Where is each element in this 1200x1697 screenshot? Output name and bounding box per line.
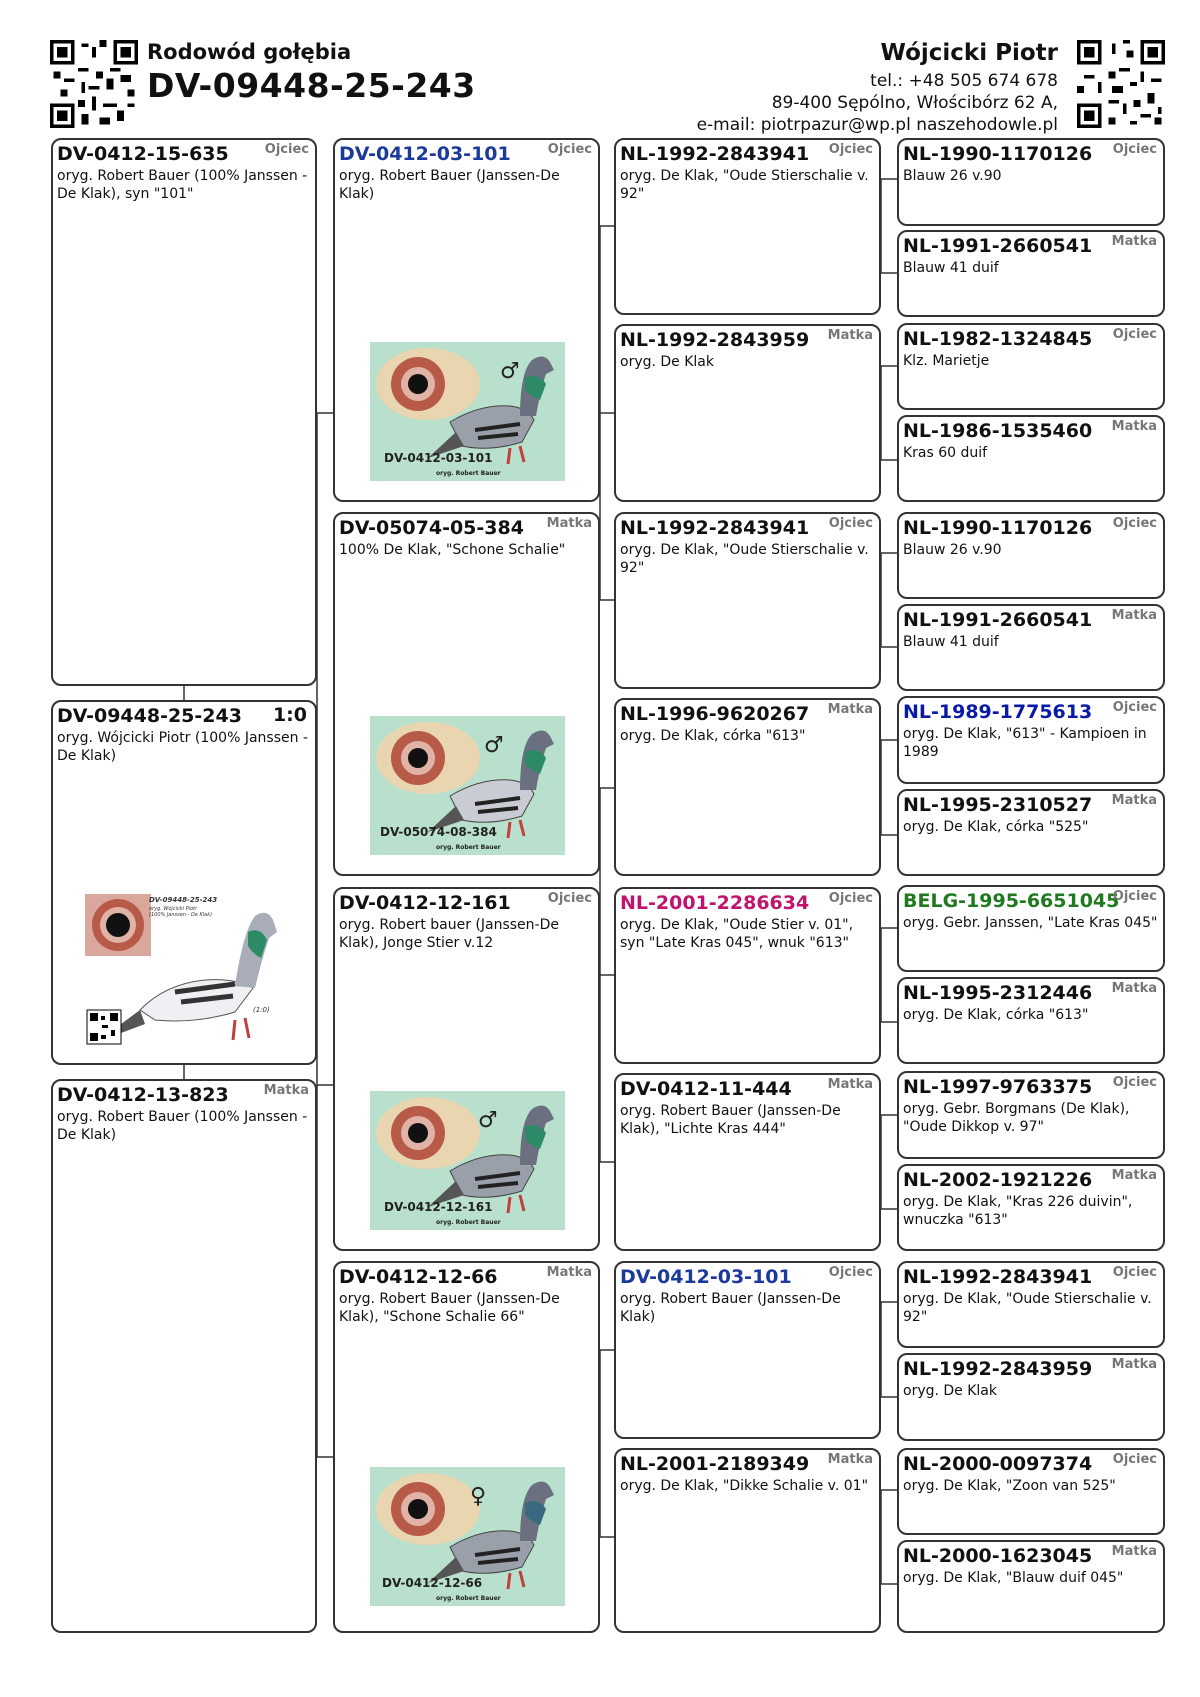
role-label: Ojciec <box>264 142 309 157</box>
ancestor-card[interactable] <box>897 696 1165 784</box>
grandparent-card[interactable] <box>333 887 600 1251</box>
ring-number: DV-0412-15-635 <box>57 143 229 165</box>
description: oryg. De Klak, "Kras 226 duivin", wnuczka "613" <box>903 1194 1133 1228</box>
grandparent-photo[interactable] <box>370 342 565 481</box>
ring-number: NL-1995-2312446 <box>903 982 1093 1004</box>
ring-number: NL-1992-2843959 <box>620 329 810 351</box>
ring-number: NL-1992-2843941 <box>620 143 810 165</box>
role-label: Matka <box>1111 1544 1157 1559</box>
great-grandparent-card[interactable] <box>614 698 881 876</box>
grandparent-photo[interactable] <box>370 716 565 855</box>
role-label: Matka <box>827 328 873 343</box>
ancestor-card[interactable] <box>897 789 1165 876</box>
description: oryg. Robert Bauer (100% Janssen - De Klak) <box>57 1109 308 1143</box>
ancestor-card[interactable] <box>897 415 1165 502</box>
owner-email: e-mail: piotrpazur@wp.pl naszehodowle.pl <box>696 115 1058 135</box>
mother-card[interactable] <box>51 1079 317 1633</box>
role-label: Ojciec <box>1112 516 1157 531</box>
main-ring-number: DV-09448-25-243 <box>147 66 476 105</box>
description: oryg. De Klak <box>620 354 714 370</box>
owner-name: Wójcicki Piotr <box>880 40 1058 66</box>
role-label: Matka <box>1111 1168 1157 1183</box>
description: Blauw 41 duif <box>903 634 999 650</box>
photo-credit: oryg. Robert Bauer <box>436 1595 501 1602</box>
photo-credit: oryg. Robert Bauer <box>436 844 501 851</box>
photo-ring-caption: DV-09448-25-243 <box>149 896 218 904</box>
description: Kras 60 duif <box>903 445 988 461</box>
description: Blauw 26 v.90 <box>903 542 1002 558</box>
ring-number: DV-0412-12-161 <box>339 892 511 914</box>
role-label: Matka <box>1111 1357 1157 1372</box>
ring-number: NL-2001-2189349 <box>620 1453 810 1475</box>
ring-number: NL-2002-1921226 <box>903 1169 1093 1191</box>
ancestor-card[interactable] <box>897 1353 1165 1441</box>
great-grandparent-card[interactable] <box>614 1073 881 1251</box>
role-label: Ojciec <box>1112 142 1157 157</box>
ring-number: NL-1992-2843959 <box>903 1358 1093 1380</box>
ring-number: NL-1995-2310527 <box>903 794 1093 816</box>
great-grandparent-card[interactable] <box>614 1448 881 1633</box>
ring-number: NL-1991-2660541 <box>903 235 1093 257</box>
ring-number: DV-0412-11-444 <box>620 1078 792 1100</box>
grandparent-card[interactable] <box>333 138 600 502</box>
role-label: Ojciec <box>1112 700 1157 715</box>
role-label: Ojciec <box>547 891 592 906</box>
ancestor-card[interactable] <box>897 1071 1165 1159</box>
ring-number: DV-05074-05-384 <box>339 517 524 539</box>
ancestor-card[interactable] <box>897 138 1165 226</box>
description: oryg. De Klak, "Zoon van 525" <box>903 1478 1116 1494</box>
ring-number: DV-0412-13-823 <box>57 1084 229 1106</box>
description: 100% De Klak, "Schone Schalie" <box>339 542 566 558</box>
ring-number: NL-1989-1775613 <box>903 701 1093 723</box>
great-grandparent-card[interactable] <box>614 324 881 502</box>
ancestor-card[interactable] <box>897 1540 1165 1633</box>
grandparent-photo[interactable] <box>370 1091 565 1230</box>
role-label: Matka <box>546 516 592 531</box>
ring-number: NL-1997-9763375 <box>903 1076 1093 1098</box>
ring-number: NL-1992-2843941 <box>620 517 810 539</box>
description: oryg. Robert Bauer (Janssen-De Klak) <box>620 1291 841 1325</box>
ring-number: NL-1990-1170126 <box>903 143 1093 165</box>
description: Blauw 41 duif <box>903 260 999 276</box>
role-label: Ojciec <box>1112 1075 1157 1090</box>
description: oryg. Robert Bauer (Janssen-De Klak), "Lichte Kras 444" <box>620 1103 841 1137</box>
ancestor-card[interactable] <box>897 230 1165 317</box>
role-label: Ojciec <box>828 1265 873 1280</box>
description: oryg. De Klak, "Blauw duif 045" <box>903 1570 1124 1586</box>
role-label: Matka <box>827 1077 873 1092</box>
description: oryg. Gebr. Borgmans (De Klak), "Oude Dikkop v. 97" <box>903 1101 1130 1135</box>
photo-caption: DV-05074-08-384 <box>380 825 497 839</box>
ring-number: NL-2000-0097374 <box>903 1453 1093 1475</box>
photo-credit: oryg. Robert Bauer <box>436 470 501 477</box>
photo-owner-caption: oryg. Wójcicki Piotr <box>149 906 198 912</box>
role-label: Matka <box>1111 981 1157 996</box>
ring-number: DV-09448-25-243 <box>57 705 242 727</box>
role-label: Matka <box>827 1452 873 1467</box>
ring-number: DV-0412-03-101 <box>620 1266 792 1288</box>
description: oryg. Robert Bauer (Janssen-De Klak), "Schone Schalie 66" <box>339 1291 560 1325</box>
ancestor-card[interactable] <box>897 885 1165 972</box>
role-label: Ojciec <box>828 516 873 531</box>
score-label: 1:0 <box>272 704 307 726</box>
ring-number: BELG-1995-6651045 <box>903 890 1120 912</box>
role-label: Matka <box>1111 234 1157 249</box>
ring-number: NL-2001-2286634 <box>620 892 810 914</box>
role-label: Matka <box>1111 608 1157 623</box>
great-grandparent-card[interactable] <box>614 1261 881 1439</box>
great-grandparent-card[interactable] <box>614 512 881 689</box>
description: Klz. Marietje <box>903 353 990 369</box>
role-label: Ojciec <box>828 142 873 157</box>
description: oryg. De Klak, córka "613" <box>620 728 806 744</box>
ring-number: NL-1991-2660541 <box>903 609 1093 631</box>
role-label: Ojciec <box>1112 327 1157 342</box>
ancestor-card[interactable] <box>897 1448 1165 1535</box>
description: oryg. Robert bauer (Janssen-De Klak), Jonge Stier v.12 <box>339 917 559 951</box>
role-label: Ojciec <box>828 891 873 906</box>
photo-caption: DV-0412-12-161 <box>384 1200 493 1214</box>
ring-number: DV-0412-03-101 <box>339 143 511 165</box>
description: oryg. De Klak, córka "525" <box>903 819 1089 835</box>
owner-phone: tel.: +48 505 674 678 <box>870 71 1058 91</box>
description: oryg. De Klak <box>903 1383 997 1399</box>
photo-qr-icon <box>87 1010 121 1044</box>
ancestor-card[interactable] <box>897 1164 1165 1251</box>
main-bird-photo[interactable] <box>85 892 285 1047</box>
description: oryg. De Klak, "613" - Kampioen in 1989 <box>903 726 1147 760</box>
photo-caption: DV-0412-03-101 <box>384 451 493 465</box>
role-label: Ojciec <box>1112 1452 1157 1467</box>
ring-number: NL-1990-1170126 <box>903 517 1093 539</box>
description: oryg. Gebr. Janssen, "Late Kras 045" <box>903 915 1158 931</box>
description: oryg. De Klak, "Dikke Schalie v. 01" <box>620 1478 869 1494</box>
document-subtitle: Rodowód gołębia <box>147 40 352 64</box>
role-label: Matka <box>263 1083 309 1098</box>
owner-address: 89-400 Sępólno, Włościbórz 62 A, <box>771 93 1058 113</box>
role-label: Ojciec <box>547 142 592 157</box>
main-bird-card[interactable] <box>51 700 317 1065</box>
ring-number: NL-1996-9620267 <box>620 703 810 725</box>
description: oryg. Robert Bauer (Janssen-De Klak) <box>339 168 560 202</box>
description: oryg. De Klak, "Oude Stier v. 01", syn "Late Kras 045", wnuk "613" <box>620 917 854 951</box>
great-grandparent-card[interactable] <box>614 887 881 1064</box>
photo-breed-caption: (100% Janssen - De Klak) <box>149 912 213 918</box>
role-label: Ojciec <box>1112 889 1157 904</box>
photo-credit: oryg. Robert Bauer <box>436 1219 501 1226</box>
description: oryg. Robert Bauer (100% Janssen - De Klak), syn "101" <box>57 168 308 202</box>
sex-symbol-icon: ♂ <box>484 733 504 758</box>
photo-score-caption: (1:0) <box>253 1006 270 1014</box>
sex-symbol-icon: ♀ <box>470 1484 487 1509</box>
ring-number: NL-1982-1324845 <box>903 328 1093 350</box>
great-grandparent-card[interactable] <box>614 138 881 315</box>
father-card[interactable] <box>51 138 317 686</box>
role-label: Ojciec <box>1112 1265 1157 1280</box>
ring-number: NL-1986-1535460 <box>903 420 1093 442</box>
ancestor-card[interactable] <box>897 1261 1165 1348</box>
description: oryg. De Klak, "Oude Stierschalie v. 92" <box>903 1291 1152 1325</box>
ancestor-card[interactable] <box>897 977 1165 1064</box>
grandparent-card[interactable] <box>333 512 600 876</box>
role-label: Matka <box>546 1265 592 1280</box>
grandparent-photo[interactable] <box>370 1467 565 1606</box>
role-label: Matka <box>827 702 873 717</box>
sex-symbol-icon: ♂ <box>478 1108 498 1133</box>
ring-number: DV-0412-12-66 <box>339 1266 498 1288</box>
description: oryg. De Klak, "Oude Stierschalie v. 92" <box>620 542 869 576</box>
ring-number: NL-2000-1623045 <box>903 1545 1093 1567</box>
role-label: Matka <box>1111 793 1157 808</box>
sex-symbol-icon: ♂ <box>500 359 520 384</box>
description: oryg. De Klak, "Oude Stierschalie v. 92" <box>620 168 869 202</box>
ancestor-card[interactable] <box>897 323 1165 410</box>
grandparent-card[interactable] <box>333 1261 600 1633</box>
description: Blauw 26 v.90 <box>903 168 1002 184</box>
role-label: Matka <box>1111 419 1157 434</box>
description: oryg. Wójcicki Piotr (100% Janssen - De Klak) <box>57 730 308 764</box>
ring-number: NL-1992-2843941 <box>903 1266 1093 1288</box>
ancestor-card[interactable] <box>897 512 1165 599</box>
photo-caption: DV-0412-12-66 <box>382 1576 483 1590</box>
ancestor-card[interactable] <box>897 604 1165 691</box>
description: oryg. De Klak, córka "613" <box>903 1007 1089 1023</box>
